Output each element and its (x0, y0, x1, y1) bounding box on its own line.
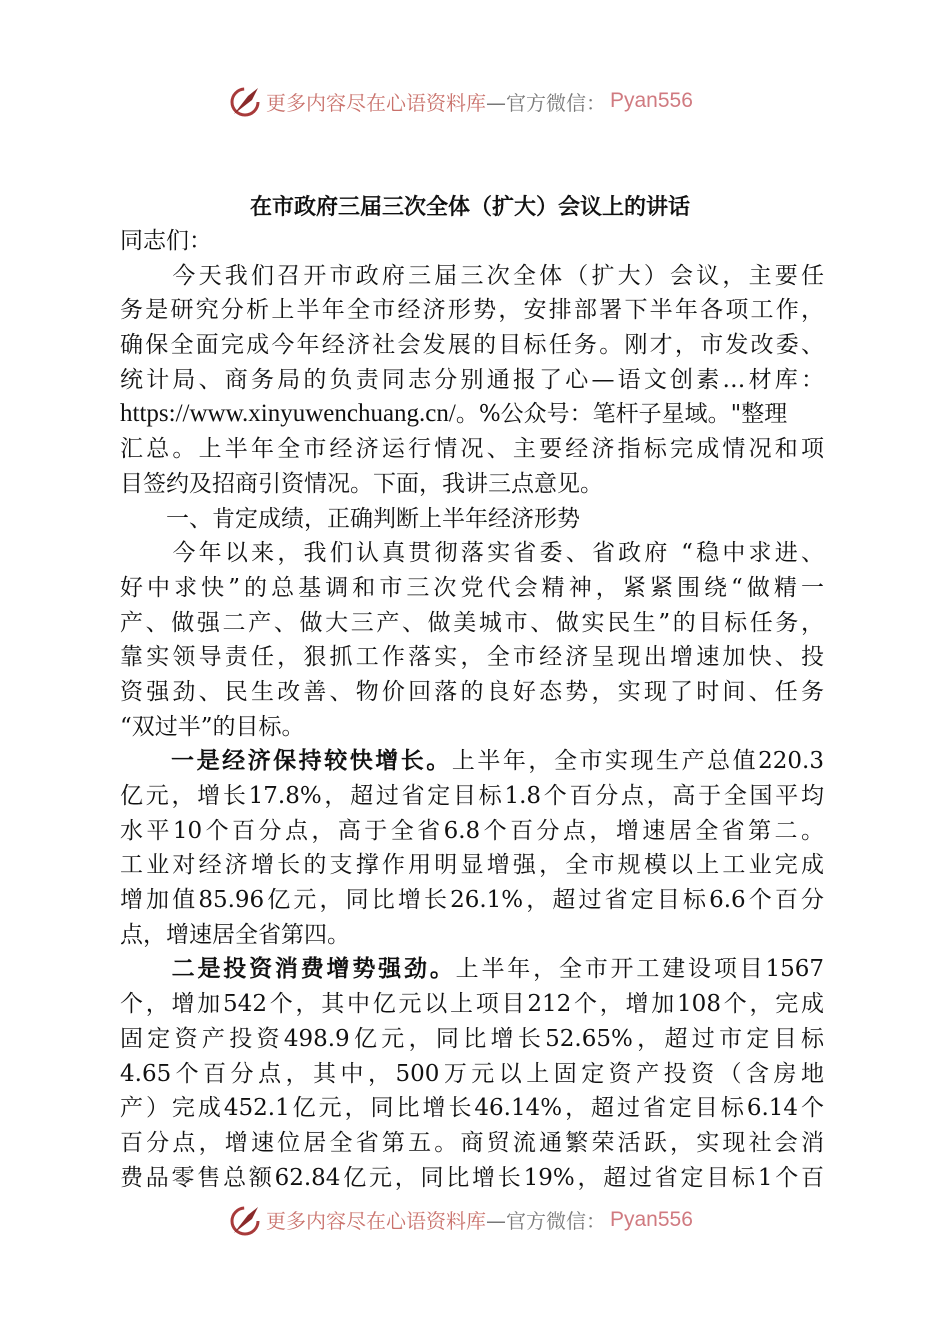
line-text: 务是研究分析上半年全市经济形势，安排部署下半年各项工作， (120, 297, 824, 324)
text-line (120, 883, 824, 918)
text-line (120, 918, 824, 953)
line-text: 工业对经济增长的支撑作用明显增强，全市规模以上工业完成 (120, 852, 824, 879)
header-watermark (228, 84, 693, 118)
text-line (120, 259, 824, 294)
text-line (120, 1161, 824, 1196)
text-line (120, 1091, 824, 1126)
line-text: 今天我们召开市政府三届三次全体（扩大）会议，主要任 (120, 262, 824, 289)
watermark-text: 更多内容尽在心语资料库 (266, 1209, 486, 1233)
text-line (120, 814, 824, 849)
line-text: 产）完成452.1亿元，同比增长46.14%，超过省定目标6.14个 (120, 1095, 824, 1122)
line-text: “双过半”的目标。 (120, 713, 305, 740)
line-text: 固定资产投资498.9亿元，同比增长52.65%，超过市定目标 (120, 1025, 824, 1052)
bold-lead: 一是经济保持较快增长。 (120, 748, 452, 775)
line-text: 费品零售总额62.84亿元，同比增长19%，超过省定目标1个百 (120, 1164, 824, 1191)
line-text: 今年以来，我们认真贯彻落实省委、省政府 “稳中求进、 (120, 540, 824, 567)
text-line (120, 987, 824, 1022)
watermark-wechat-label: —官方微信： (486, 1209, 606, 1233)
text-line (120, 848, 824, 883)
text-line (120, 467, 824, 502)
quill-logo-icon (228, 84, 262, 118)
text-line (120, 710, 824, 745)
line-text: 上半年，全市实现生产总值220.3 (451, 748, 824, 775)
quill-logo-icon (228, 1206, 262, 1236)
text-line (120, 328, 824, 363)
text-line (120, 675, 824, 710)
watermark-wechat-id: Pyan556 (610, 1207, 693, 1231)
line-text: 统计局、商务局的负责同志分别通报了心—语文创素…材库： (120, 366, 824, 393)
line-text: 一、肯定成绩，正确判断上半年经济形势 (120, 505, 580, 532)
document-body (120, 224, 824, 1195)
text-line (120, 640, 824, 675)
text-line (120, 1126, 824, 1161)
text-line (120, 363, 824, 398)
line-text: 目签约及招商引资情况。下面，我讲三点意见。 (120, 470, 603, 497)
line-text: 点，增速居全省第四。 (120, 921, 350, 948)
line-text: 增加值85.96亿元，同比增长26.1%，超过省定目标6.6个百分 (120, 887, 824, 914)
line-text: 亿元，增长17.8%，超过省定目标1.8个百分点，高于全国平均 (120, 783, 824, 809)
document-title: 在市政府三届三次全体（扩大）会议上的讲话 (249, 195, 690, 220)
text-line (120, 502, 824, 537)
text-line (120, 397, 824, 432)
line-text: 靠实领导责任，狠抓工作落实，全市经济呈现出增速加快、投 (120, 644, 824, 671)
line-text: 4.65个百分点，其中，500万元以上固定资产投资（含房地 (120, 1060, 824, 1087)
line-text: 同志们： (120, 228, 212, 254)
line-text: 水平10个百分点，高于全省6.8个百分点，增速居全省第二。 (120, 817, 824, 844)
text-line (120, 293, 824, 328)
bold-lead: 二是投资消费增势强劲。 (120, 956, 456, 983)
watermark-wechat-id: Pyan556 (610, 89, 693, 112)
text-line (120, 432, 824, 467)
line-text: 。%公众号：笔杆子星域。"整理 (455, 401, 788, 428)
text-line (120, 536, 824, 571)
text-line (120, 1057, 824, 1092)
line-text: 个，增加542个，其中亿元以上项目212个，增加108个，完成 (120, 991, 824, 1018)
text-line (120, 1022, 824, 1057)
line-text: 汇总。上半年全市经济运行情况、主要经济指标完成情况和项 (120, 436, 824, 463)
line-text: 资强劲、民生改善、物价回落的良好态势，实现了时间、任务 (120, 678, 824, 705)
line-text: 确保全面完成今年经济社会发展的目标任务。刚才，市发改委、 (120, 332, 824, 359)
text-line (120, 224, 824, 259)
footer-watermark (228, 1206, 693, 1236)
text-line (120, 744, 824, 779)
watermark-wechat-label: —官方微信： (486, 90, 606, 115)
watermark-text: 更多内容尽在心语资料库 (266, 90, 486, 115)
line-text: 产、做强二产、做大三产、做美城市、做实民生”的目标任务， (120, 609, 824, 636)
url-link[interactable]: https://www.xinyuwenchuang.cn/ (120, 400, 456, 428)
line-text: 上半年，全市开工建设项目1567 (455, 956, 824, 983)
line-text: 好中求快”的总基调和市三次党代会精神，紧紧围绕“做精一 (120, 574, 824, 601)
line-text: 百分点，增速位居全省第五。商贸流通繁荣活跃，实现社会消 (120, 1129, 824, 1156)
text-line (120, 779, 824, 814)
text-line (120, 571, 824, 606)
text-line (120, 606, 824, 641)
text-line (120, 952, 824, 987)
